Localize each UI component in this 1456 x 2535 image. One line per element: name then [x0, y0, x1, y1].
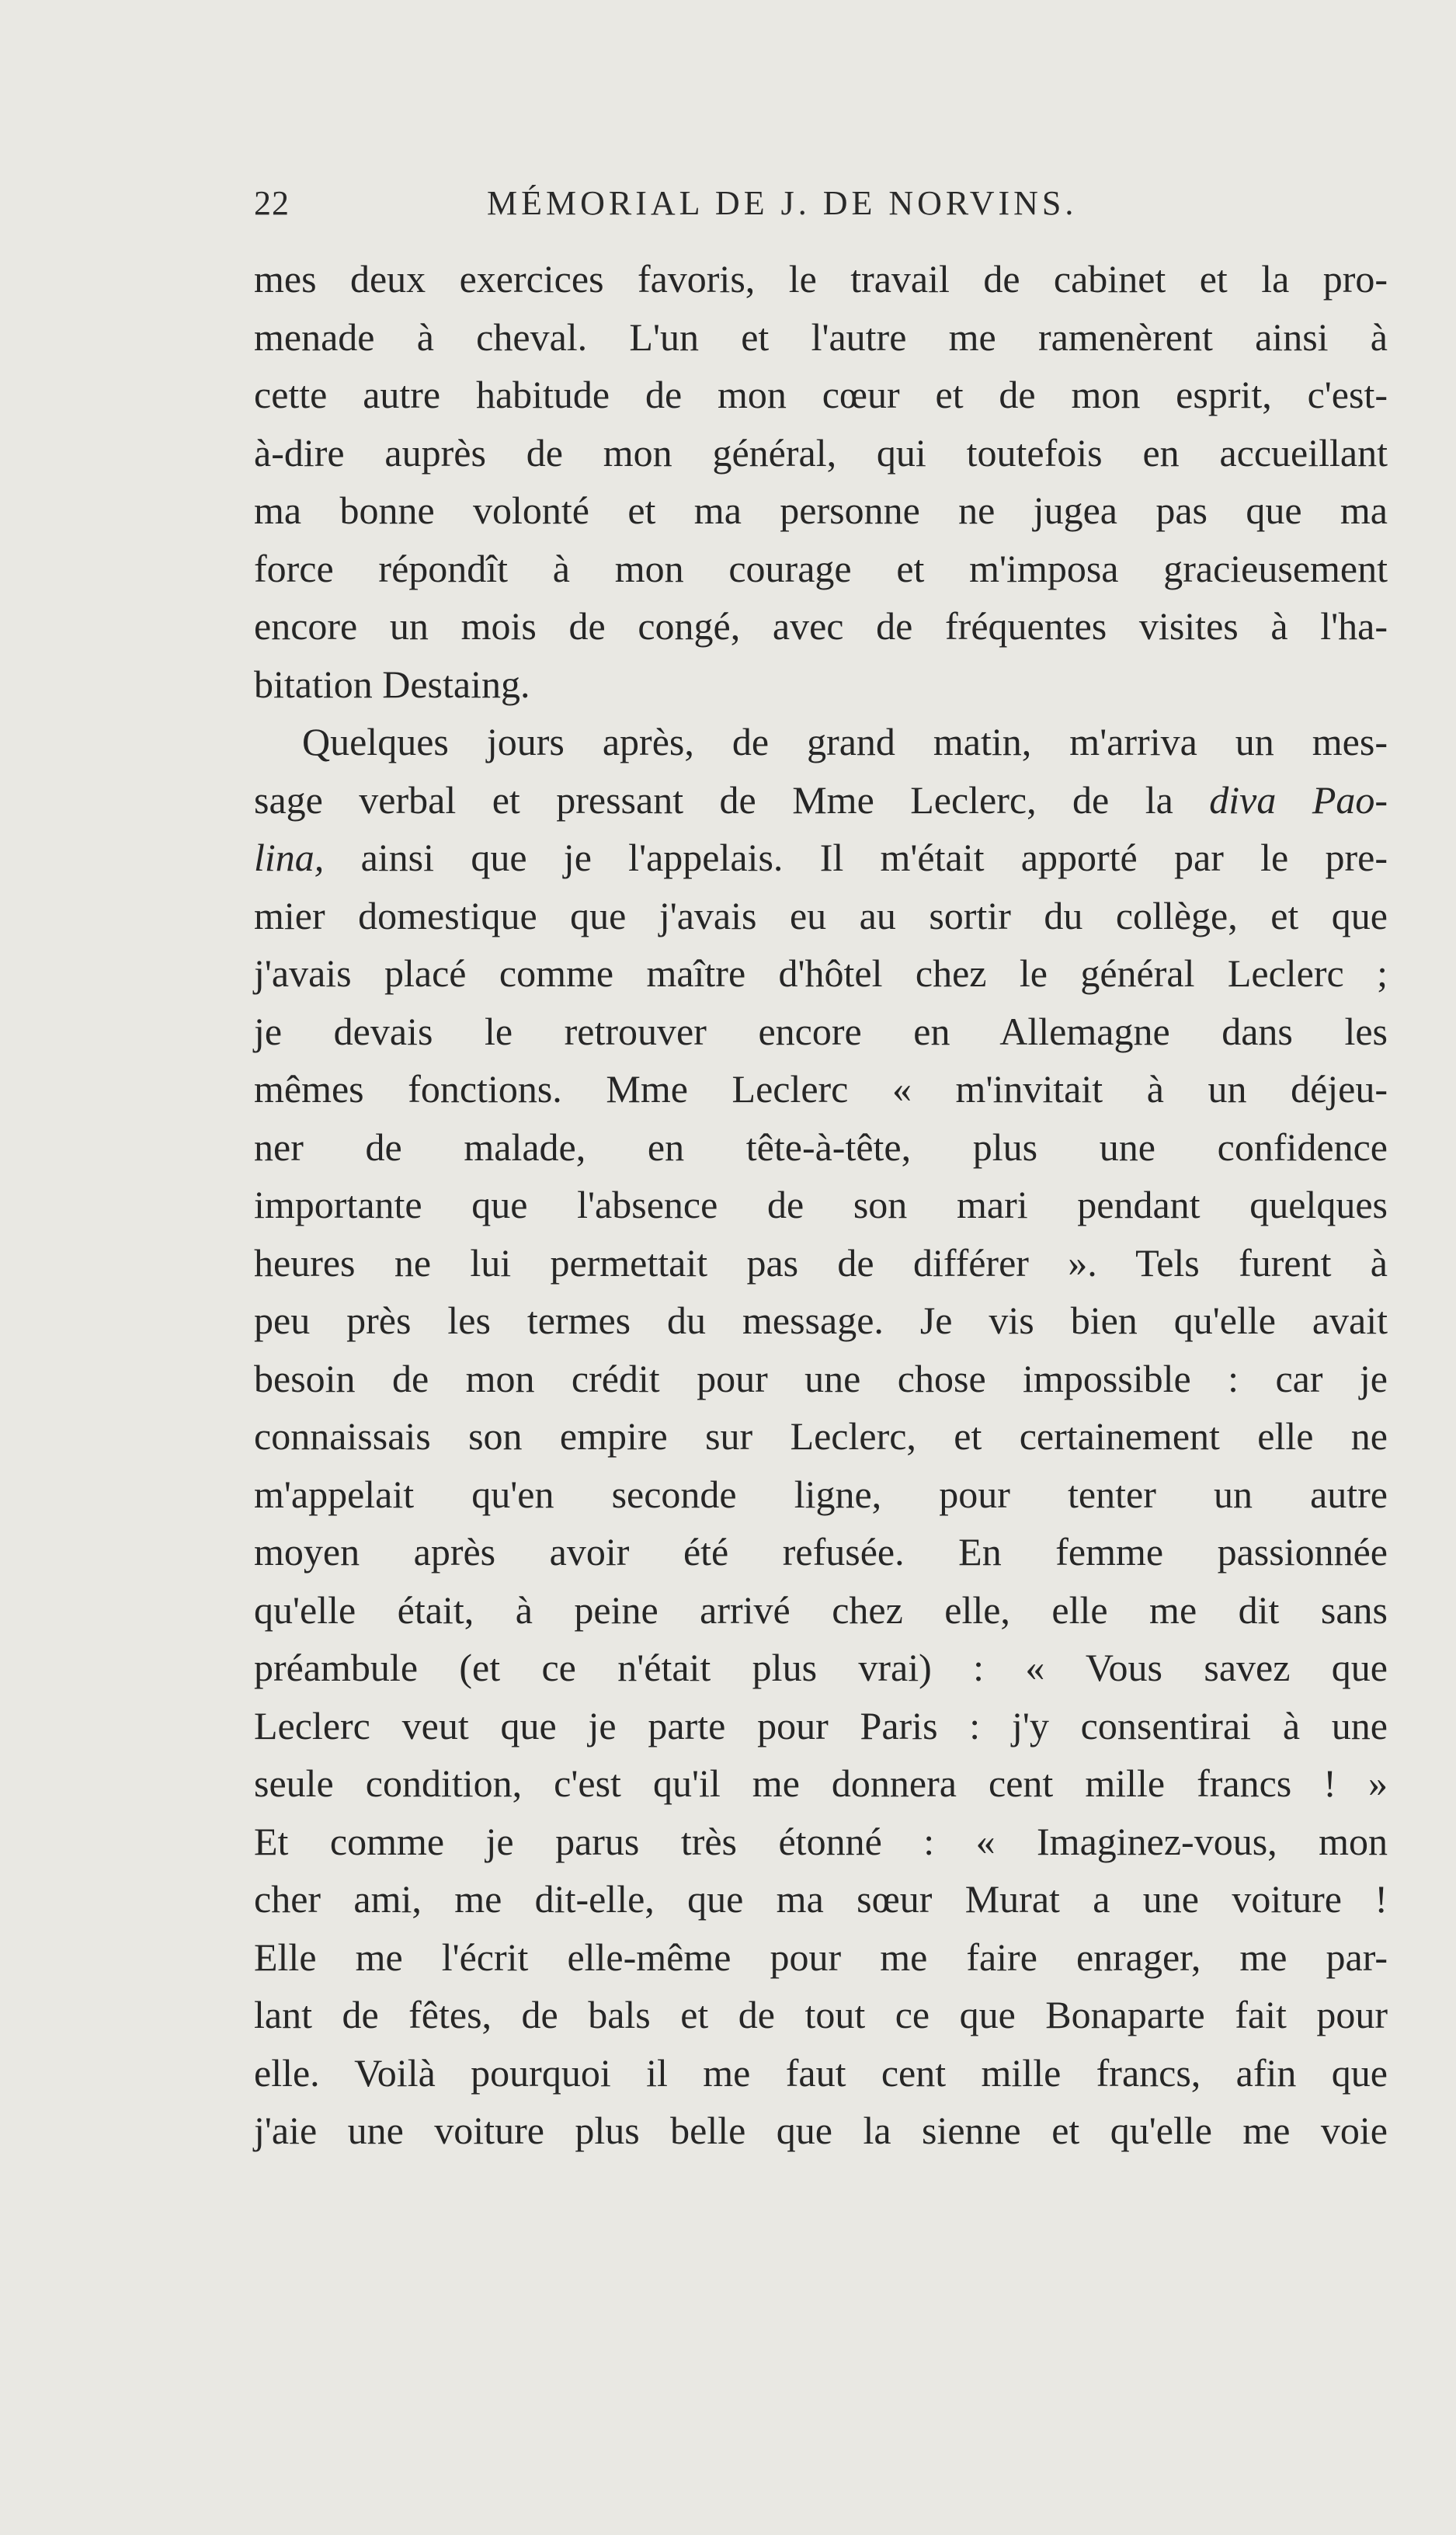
- text-line: peu près les termes du message. Je vis bien qu'elle avait: [254, 1299, 1388, 1342]
- text-line: cette autre habitude de mon cœur et de mon esprit, c'est-: [254, 373, 1388, 416]
- text-line: j'avais placé comme maître d'hôtel chez le général Leclerc ;: [254, 951, 1388, 995]
- text-line: [254, 771, 1388, 829]
- text-segment: sage verbal et pressant de Mme Leclerc, de la: [254, 777, 1173, 822]
- text-line: mier domestique que j'avais eu au sortir du collège, et que: [254, 893, 1388, 937]
- text-line: préambule (et ce n'était plus vrai) : « Vous savez que: [254, 1646, 1388, 1689]
- text-line: seule condition, c'est qu'il me donnera cent mille francs ! »: [254, 1761, 1388, 1805]
- text-line: m'appelait qu'en seconde ligne, pour tenter un autre: [254, 1472, 1388, 1516]
- text-line: lant de fêtes, de bals et de tout ce que Bonaparte fait pour: [254, 1993, 1388, 2036]
- text-segment: ainsi que je l'appelais. Il m'était apporté par le pre-: [360, 836, 1388, 879]
- text-line: connaissais son empire sur Leclerc, et certainement elle ne: [254, 1414, 1388, 1458]
- text-line: Leclerc veut que je parte pour Paris : j'y consentirai à une: [254, 1703, 1388, 1747]
- text-line: mes deux exercices favoris, le travail de cabinet et la pro-: [254, 257, 1388, 301]
- italic-text: lina,: [254, 836, 325, 879]
- paragraph-start-line: Quelques jours après, de grand matin, m'arriva un mes-: [302, 720, 1388, 763]
- text-line: Elle me l'écrit elle-même pour me faire enrager, me par-: [254, 1935, 1388, 1979]
- text-line: cher ami, me dit-elle, que ma sœur Murat a une voiture !: [254, 1877, 1388, 1921]
- italic-text: diva Pao-: [1209, 777, 1388, 822]
- text-line: importante que l'absence de son mari pendant quelques: [254, 1183, 1388, 1226]
- text-line: j'aie une voiture plus belle que la sienne et qu'elle me voie: [254, 2109, 1388, 2152]
- body-text: [254, 250, 1388, 2160]
- text-line: besoin de mon crédit pour une chose impossible : car je: [254, 1356, 1388, 1400]
- running-title: MÉMORIAL DE J. DE NORVINS.: [487, 184, 1078, 222]
- text-line: heures ne lui permettait pas de différer ». Tels furent à: [254, 1240, 1388, 1285]
- text-line: ner de malade, en tête-à-tête, plus une confidence: [254, 1125, 1388, 1169]
- text-line: moyen après avoir été refusée. En femme passionnée: [254, 1530, 1388, 1574]
- text-line: elle. Voilà pourquoi il me faut cent mille francs, afin que: [254, 2050, 1388, 2095]
- text-line: menade à cheval. L'un et l'autre me ramenèrent ainsi à: [254, 315, 1388, 359]
- text-line: ma bonne volonté et ma personne ne jugea pas que ma: [254, 489, 1388, 532]
- text-line: je devais le retrouver encore en Allemagne dans les: [254, 1009, 1388, 1053]
- text-line: [254, 829, 1388, 887]
- text-line: bitation Destaing.: [254, 662, 530, 706]
- text-line: Et comme je parus très étonné : « Imaginez-vous, mon: [254, 1819, 1388, 1863]
- page-header: [254, 183, 1155, 230]
- text-line: force répondît à mon courage et m'imposa gracieusement: [254, 546, 1388, 590]
- text-line: mêmes fonctions. Mme Leclerc « m'invitait à un déjeu-: [254, 1067, 1388, 1111]
- text-line: qu'elle était, à peine arrivé chez elle, elle me dit sans: [254, 1587, 1388, 1632]
- page-number: 22: [254, 184, 290, 222]
- text-line: à-dire auprès de mon général, qui toutefois en accueillant: [254, 430, 1388, 475]
- text-line: encore un mois de congé, avec de fréquentes visites à l'ha-: [254, 604, 1388, 648]
